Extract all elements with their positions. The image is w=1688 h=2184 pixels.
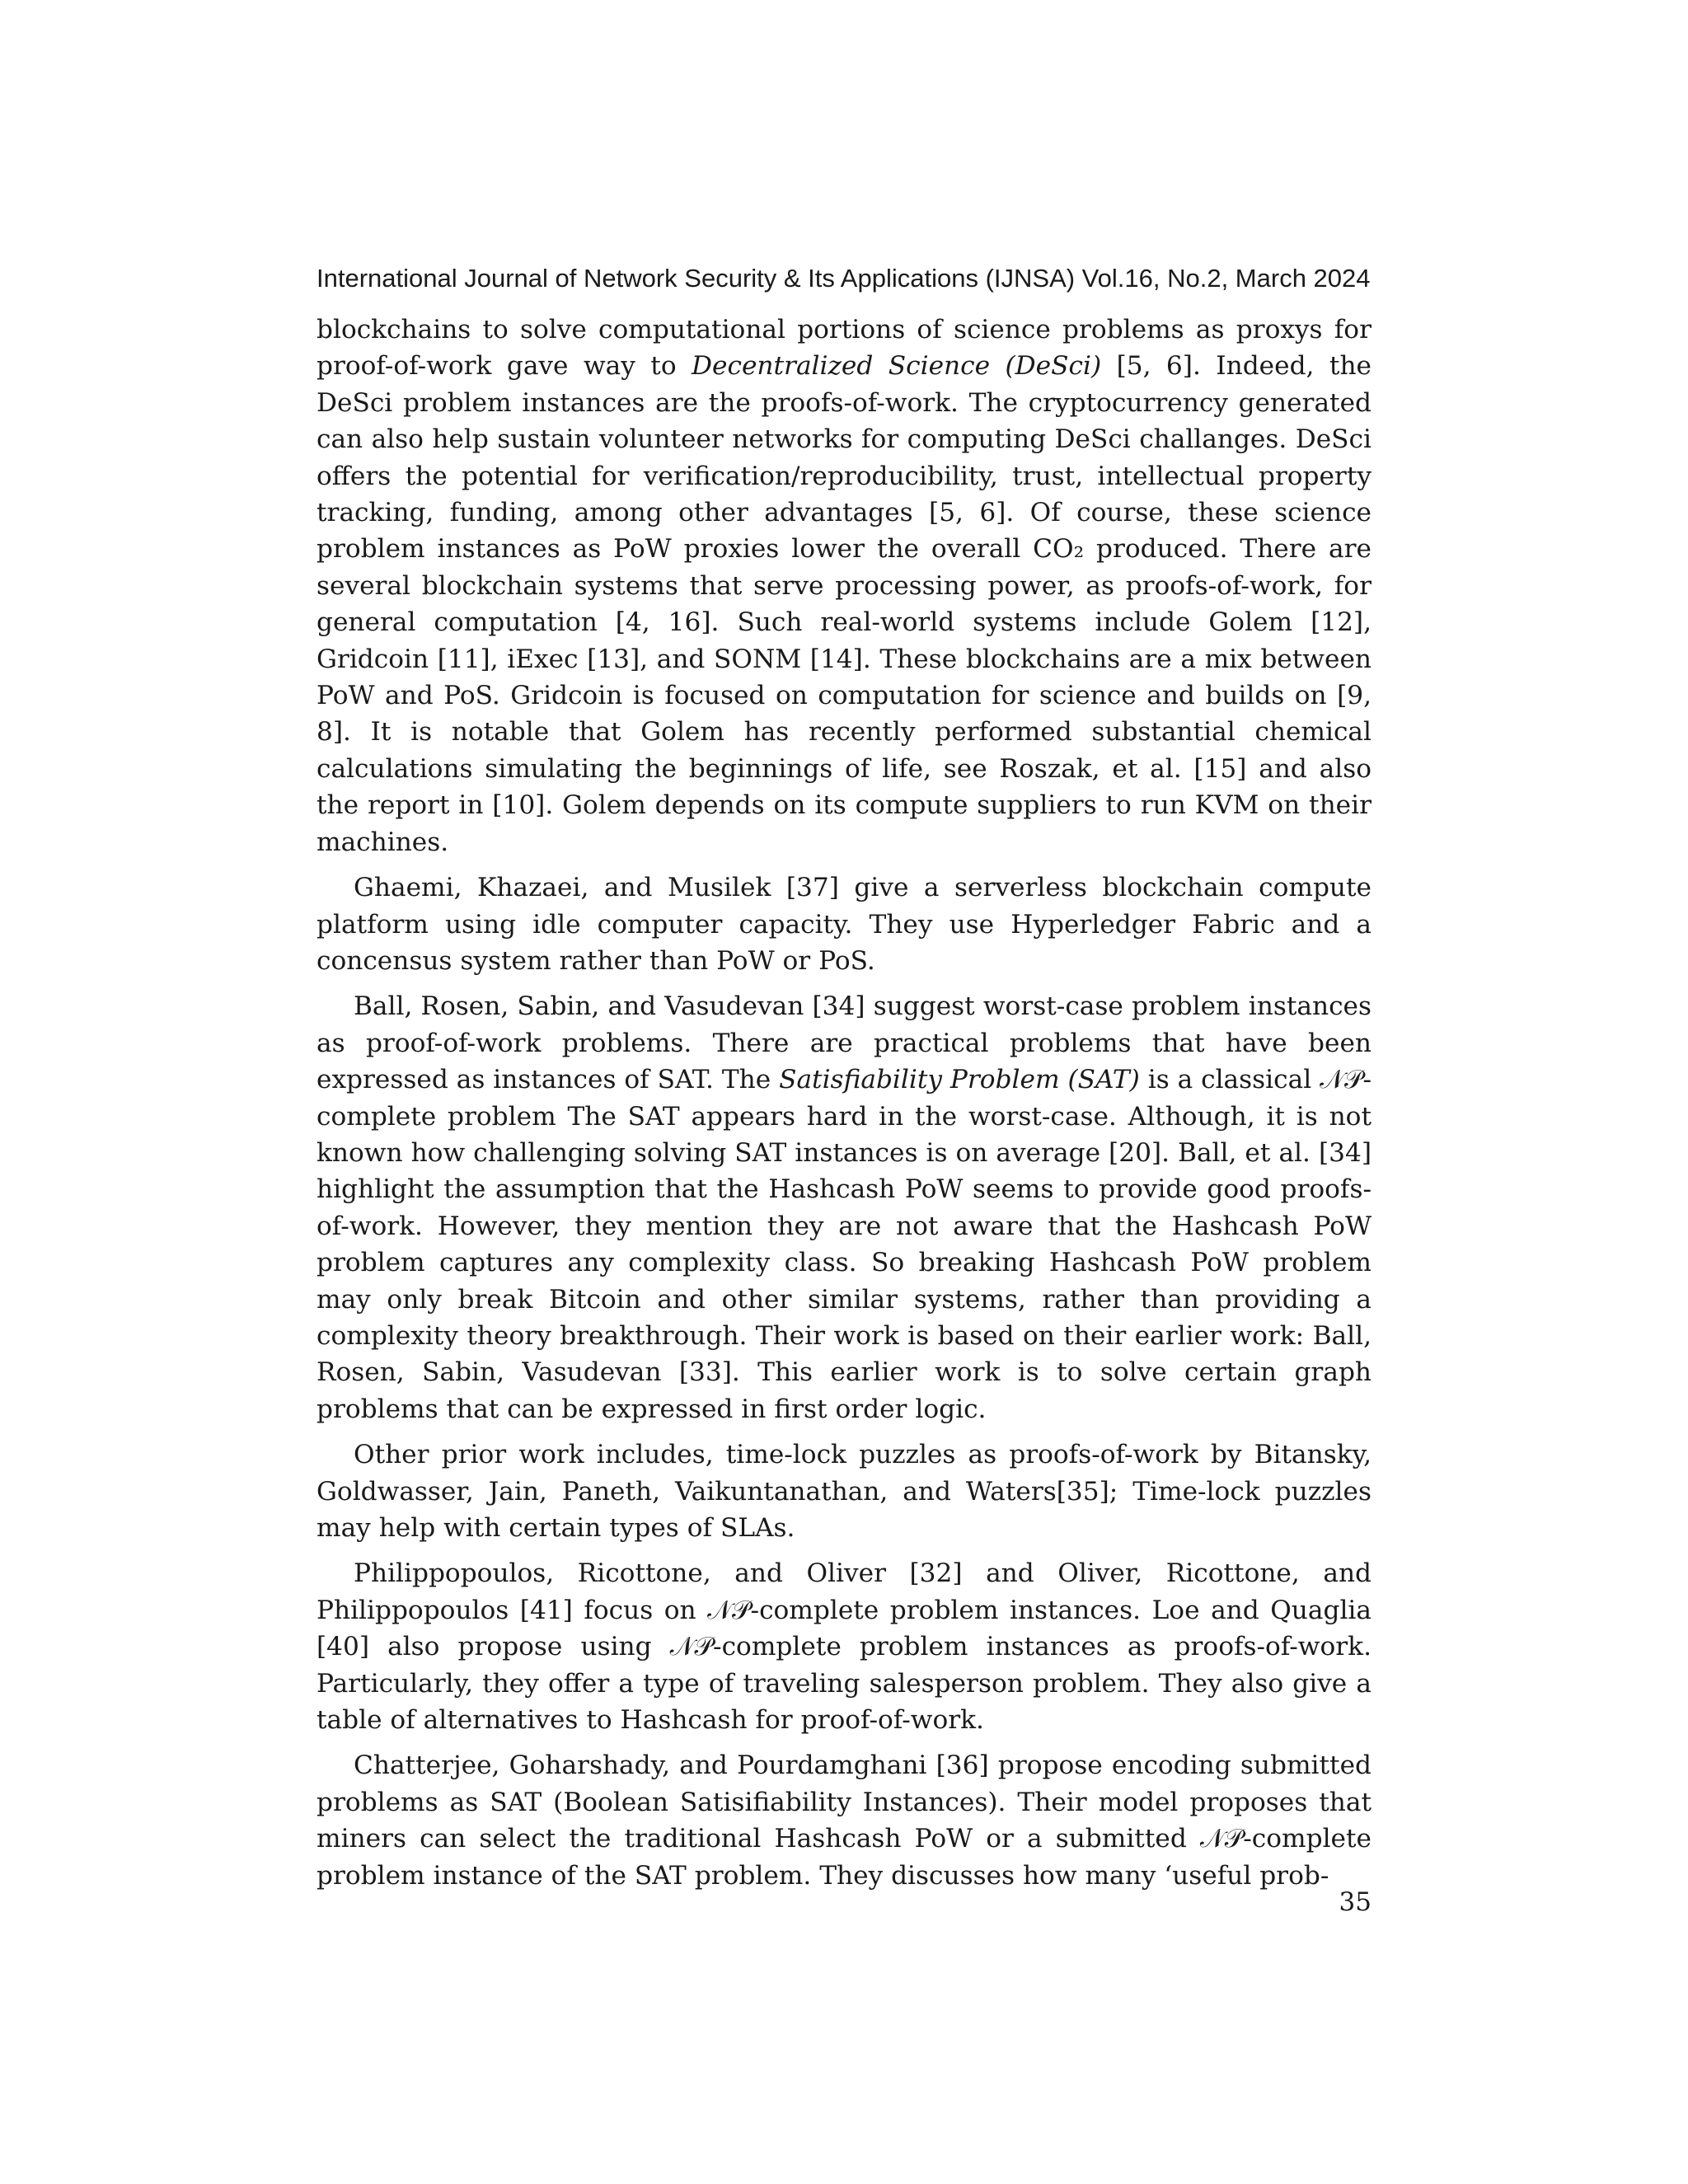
emphasis-term: Satisfiability Problem (SAT) — [779, 1065, 1140, 1095]
paragraph-time-lock: Other prior work includes, time-lock puzzles as proofs-of-work by Bitansky, Goldwasser, Jain, Paneth, Vaikuntanathan, and Waters[35]; Time-lock puzzles may help with certain types of SLAs. — [316, 1440, 1372, 1543]
paragraph-desci — [316, 312, 1372, 860]
paragraph-text: is a classical 𝒩𝒫-complete problem The SAT appears hard in the worst-case. Although, it is not known how challenging solving SAT instances is on average [20]. Ball, et al. [34] highlight the assumption that the Hashcash PoW seems to provide good proofs-of-work. However, they mention they are not aware that the Hashcash PoW problem captures any complexity class. So breaking Hashcash PoW problem may only break Bitcoin and other similar systems, rather than providing a complexity theory breakthrough. Their work is based on their earlier work: Ball, Rosen, Sabin, Vasudevan [33]. This earlier work is to solve certain graph problems that can be expressed in first order logic. — [316, 1065, 1372, 1424]
emphasis-term: Decentralized Science (DeSci) — [692, 351, 1102, 382]
paragraph-serverless: Ghaemi, Khazaei, and Musilek [37] give a serverless blockchain compute platform using idle computer capacity. They use Hyperledger Fabric and a concensus system rather than PoW or PoS. — [316, 873, 1372, 976]
paragraph-text: blockchains to solve computational portions of science problems as proxys for proof-of-work gave way to — [316, 315, 1372, 382]
paragraph-worst-case-sat — [316, 988, 1372, 1427]
paragraph-text: [5, 6]. Indeed, the DeSci problem instances are the proofs-of-work. The cryptocurrency generated can also help sustain volunteer networks for computing DeSci challanges. DeSci offers the potential for verification/reproducibility, trust, intellectual property tracking, funding, among other advantages [5, 6]. Of course, these science problem instances as PoW proxies lower the overall CO₂ produced. There are several blockchain systems that serve processing power, as proofs-of-work, for general computation [4, 16]. Such real-world systems include Golem [12], Gridcoin [11], iExec [13], and SONM [14]. These blockchains are a mix between PoW and PoS. Gridcoin is focused on computation for science and builds on [9, 8]. It is notable that Golem has recently performed substantial chemical calculations simulating the beginnings of life, see Roszak, et al. [15] and also the report in [10]. Golem depends on its compute suppliers to run KVM on their machines. — [316, 351, 1372, 857]
paragraph-text: Ball, Rosen, Sabin, and Vasudevan [34] suggest worst-case problem instances as proof-of-work problems. There are practical problems that have been expressed as instances of SAT. The — [316, 991, 1372, 1095]
body-text — [316, 312, 1372, 1903]
running-header: International Journal of Network Security & Its Applications (IJNSA) Vol.16, No.2, March 2024 — [316, 264, 1371, 293]
paragraph-np-complete: Philippopoulos, Ricottone, and Oliver [32] and Oliver, Ricottone, and Philippopoulos [41] focus on 𝒩𝒫-complete problem instances. Loe and Quaglia [40] also propose using 𝒩𝒫-complete problem instances as proofs-of-work. Particularly, they offer a type of traveling salesperson problem. They also give a table of alternatives to Hashcash for proof-of-work. — [316, 1558, 1372, 1736]
page-number: 35 — [1339, 1887, 1372, 1917]
paragraph-chatterjee: Chatterjee, Goharshady, and Pourdamghani [36] propose encoding submitted problems as SAT (Boolean Satisifiability Instances). Their model proposes that miners can select the traditional Hashcash PoW or a submitted 𝒩𝒫-complete problem instance of the SAT problem. They discusses how many ‘useful prob- — [316, 1750, 1372, 1891]
